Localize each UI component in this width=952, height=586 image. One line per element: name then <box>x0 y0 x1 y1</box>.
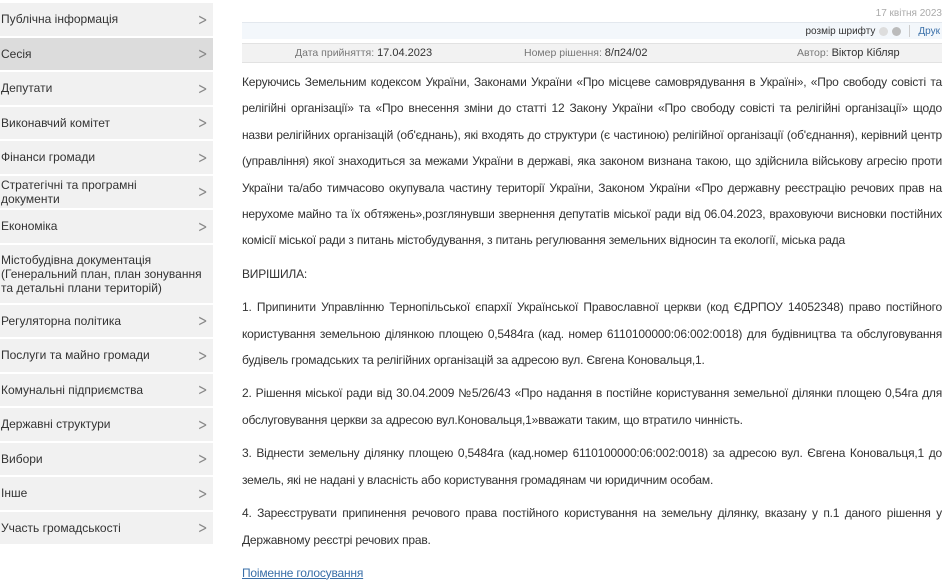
sidebar-menu <box>0 0 213 546</box>
font-size-label: розмір шрифту <box>805 25 876 37</box>
sidebar-item-label: Інше <box>1 486 28 501</box>
decision-meta <box>242 43 942 63</box>
sidebar-item[interactable] <box>0 210 213 245</box>
chevron-right-icon: > <box>197 311 207 331</box>
chevron-right-icon: > <box>197 182 207 202</box>
sidebar-item-label: Економіка <box>1 219 58 234</box>
clause-3: 3. Віднести земельну ділянку площею 0,5484га (кад.номер 6110100000:06:002:0018) за адресою вул. Євгена Коновальця,1 до земель, які не надані у власність або користування громадянам чи юридичним особам. <box>242 446 942 487</box>
sidebar-item-label: Сесія <box>1 46 32 61</box>
sidebar-item[interactable] <box>0 408 213 443</box>
sidebar-item-label: Державні структури <box>1 417 111 432</box>
adopted-value: 17.04.2023 <box>377 47 433 59</box>
sidebar-item[interactable] <box>0 141 213 176</box>
chevron-right-icon: > <box>197 147 207 167</box>
chevron-right-icon: > <box>197 44 207 64</box>
sidebar-item-label: Стратегічні та програмні документи <box>1 177 137 206</box>
article-body <box>242 69 942 586</box>
sidebar-item[interactable] <box>0 339 213 374</box>
article <box>242 0 942 586</box>
sidebar-item[interactable] <box>0 443 213 478</box>
sidebar-item[interactable] <box>0 374 213 409</box>
chevron-right-icon: > <box>197 345 207 365</box>
print-button[interactable]: Друк <box>918 25 940 37</box>
sidebar-item[interactable] <box>0 3 213 38</box>
sidebar-item[interactable] <box>0 477 213 512</box>
sidebar-item[interactable] <box>0 72 213 107</box>
resolved-heading: ВИРІШИЛА: <box>242 266 308 281</box>
publish-date: 17 квітня 2023 <box>875 8 942 19</box>
clause-4: 4. Зареєструвати припинення речового права постійного користування на земельну ділянку, вказану у п.1 даного рішення у Державному реєстрі речових прав. <box>242 506 942 547</box>
decrease-font-icon[interactable] <box>879 27 888 36</box>
author-value: Віктор Кібляр <box>831 47 900 59</box>
chevron-right-icon: > <box>197 216 207 236</box>
clause-1: 1. Припинити Управлінню Тернопільської єпархії Української Православної церкви (код ЄДРПОУ 14052348) право постійного користування земельною ділянкою площею 0,5484га (кад. номер 6110100000:06:002:0018) для будівництва та обслуговування будівель громадських та релігійних організацій за адресою вул. Євгена Коновальця,1. <box>242 300 942 368</box>
sidebar-item-label: Публічна інформація <box>1 12 119 27</box>
sidebar-item-label: Фінанси громади <box>1 150 96 165</box>
sidebar-item[interactable] <box>0 512 213 547</box>
chevron-right-icon: > <box>197 518 207 538</box>
sidebar-item-label: Послуги та майно громади <box>1 348 150 363</box>
article-toolbar <box>242 22 942 39</box>
sidebar-item-label: Вибори <box>1 451 43 466</box>
chevron-right-icon: > <box>197 449 207 469</box>
number-value: 8/п24/02 <box>604 47 648 59</box>
chevron-right-icon: > <box>197 414 207 434</box>
sidebar-item[interactable] <box>0 38 213 73</box>
chevron-right-icon: > <box>197 113 207 133</box>
chevron-right-icon: > <box>197 9 207 29</box>
clause-2: 2. Рішення міської ради від 30.04.2009 №5/26/43 «Про надання в постійне користування земельної ділянки площею 0,54га для обслуговування церкви за адресою вул.Коновальця,1»вважати таким, що втратило чинність. <box>242 386 942 427</box>
sidebar-item-label: Регуляторна політика <box>1 313 122 328</box>
chevron-right-icon: > <box>197 78 207 98</box>
sidebar-item-label: Участь громадськості <box>1 520 121 535</box>
sidebar-item-label: Виконавчий комітет <box>1 115 111 130</box>
sidebar-item[interactable] <box>0 245 213 305</box>
sidebar-item[interactable] <box>0 305 213 340</box>
chevron-right-icon: > <box>197 483 207 503</box>
number-label: Номер рішення: <box>524 47 602 59</box>
sidebar-item[interactable] <box>0 176 213 211</box>
preamble: Керуючись Земельним кодексом України, Законами України «Про місцеве самоврядування в Україні», «Про свободу совісті та релігійні організації» та «Про внесення зміни до статті 12 Закону України «Про свободу совісті та релігійні організації» щодо назви релігійних організацій (об'єднань), які входять до структури (є частиною) релігійної організації (об'єднання), керівний центр (управління) якої знаходиться за межами України в державі, яка законом визнана такою, що здійснила військову агресію проти України та/або тимчасово окупувала частину території України, Законом України «Про державну реєстрацію речових прав на нерухоме майно та їх обтяжень»,розглянувши звернення депутатів міської ради від 06.04.2023, враховуючи висновки постійних комісії міської ради з питань містобудування, з питань регулювання земельних відносин та екології, міська рада <box>242 75 942 248</box>
increase-font-icon[interactable] <box>892 27 901 36</box>
sidebar-item[interactable] <box>0 107 213 142</box>
sidebar-item-label: Депутати <box>1 81 53 96</box>
roll-call-vote-link[interactable]: Поіменне голосування <box>242 565 364 580</box>
divider <box>909 25 910 37</box>
chevron-right-icon: > <box>197 380 207 400</box>
sidebar-item-label: Містобудівна документація (Генеральний план, план зонування та детальні плани територій) <box>1 252 202 295</box>
author-label: Автор: <box>797 47 829 59</box>
adopted-label: Дата прийняття: <box>295 47 375 59</box>
sidebar-item-label: Комунальні підприємства <box>1 382 144 397</box>
